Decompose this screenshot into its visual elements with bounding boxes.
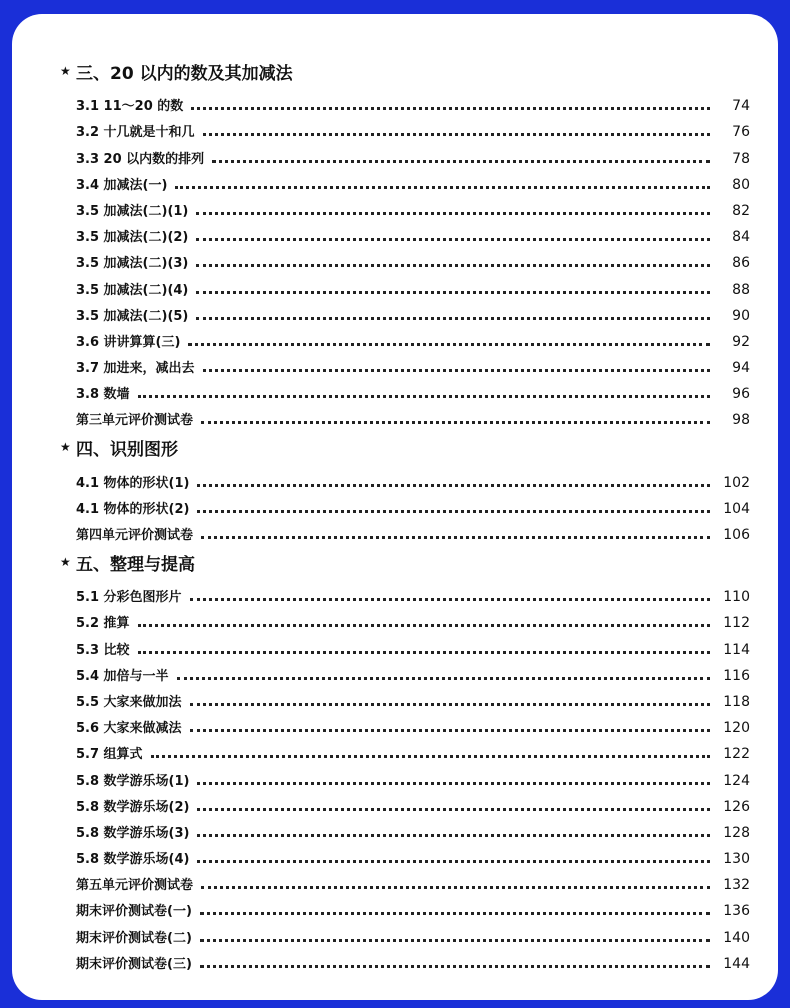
- page-number: 76: [732, 124, 750, 141]
- page-number: 102: [723, 474, 750, 491]
- page-number: 104: [723, 500, 750, 517]
- toc-entry[interactable]: [60, 88, 750, 114]
- toc-entry[interactable]: [60, 579, 750, 605]
- dot-leader: [151, 755, 710, 758]
- table-of-contents: [60, 52, 750, 972]
- page-number: 106: [723, 527, 750, 543]
- toc-entry[interactable]: [60, 193, 750, 219]
- entry-label: 3.3 20 以内数的排列: [76, 151, 205, 167]
- entry-label: 3.2 十几就是十和几: [76, 125, 195, 141]
- page-number: 84: [732, 229, 750, 246]
- star-icon: ★: [60, 64, 71, 78]
- toc-entry[interactable]: [60, 841, 750, 867]
- toc-entry[interactable]: [60, 684, 750, 710]
- toc-entry[interactable]: [60, 140, 750, 166]
- toc-entry[interactable]: [60, 464, 750, 490]
- page-number: 86: [732, 255, 750, 272]
- toc-entry[interactable]: [60, 114, 750, 140]
- entry-label: 第五单元评价测试卷: [76, 878, 194, 894]
- toc-entry[interactable]: [60, 710, 750, 736]
- entry-label: 3.1 11～20 的数: [76, 99, 184, 115]
- dot-leader: [203, 369, 710, 372]
- dot-leader: [191, 107, 710, 110]
- toc-entry[interactable]: [60, 245, 750, 271]
- toc-entry[interactable]: [60, 298, 750, 324]
- page-number: 74: [732, 98, 750, 115]
- dot-leader: [138, 651, 710, 654]
- dot-leader: [196, 291, 710, 294]
- entry-label: 第四单元评价测试卷: [76, 528, 194, 543]
- entry-label: 5.8 数学游乐场(4): [76, 852, 190, 868]
- page-number: 80: [732, 176, 750, 193]
- toc-entry[interactable]: [60, 631, 750, 657]
- toc-page: [12, 14, 778, 1000]
- toc-entry[interactable]: [60, 219, 750, 245]
- page-number: 90: [732, 307, 750, 324]
- toc-entry[interactable]: [60, 658, 750, 684]
- entry-label: 5.7 组算式: [76, 747, 143, 763]
- page-number: 118: [723, 693, 750, 710]
- toc-entry[interactable]: [60, 167, 750, 193]
- toc-entry[interactable]: [60, 402, 750, 428]
- dot-leader: [200, 965, 710, 968]
- entry-label: 期末评价测试卷(二): [76, 930, 192, 946]
- toc-entry[interactable]: [60, 789, 750, 815]
- dot-leader: [138, 395, 710, 398]
- page-number: 130: [723, 851, 750, 868]
- page-number: 78: [732, 150, 750, 167]
- entry-label: 3.5 加减法(二)(4): [76, 282, 189, 298]
- toc-entry[interactable]: [60, 919, 750, 945]
- entry-label: 3.7 加进来，减出去: [76, 361, 195, 377]
- dot-leader: [197, 484, 710, 487]
- page-number: 116: [723, 667, 750, 684]
- section-title: 四、识别图形: [76, 439, 178, 460]
- dot-leader: [197, 510, 710, 513]
- page-number: 124: [723, 772, 750, 789]
- entry-label: 4.1 物体的形状(1): [76, 475, 190, 491]
- entry-label: 3.5 加减法(二)(3): [76, 256, 189, 272]
- dot-leader: [175, 186, 710, 189]
- entry-label: 3.4 加减法(一): [76, 177, 168, 193]
- entry-label: 3.5 加减法(二)(1): [76, 203, 189, 219]
- section-heading: [60, 430, 750, 464]
- dot-leader: [190, 703, 710, 706]
- page-number: 112: [723, 615, 750, 632]
- page-number: 144: [723, 955, 750, 972]
- dot-leader: [138, 624, 710, 627]
- entry-label: 5.2 推算: [76, 616, 130, 632]
- page-number: 92: [732, 333, 750, 350]
- page-number: 88: [732, 281, 750, 298]
- star-icon: ★: [60, 440, 71, 455]
- page-number: 136: [723, 903, 750, 920]
- section-title: 三、20 以内的数及其加减法: [76, 63, 293, 84]
- toc-entry[interactable]: [60, 376, 750, 402]
- dot-leader: [197, 860, 710, 863]
- toc-entry[interactable]: [60, 271, 750, 297]
- page-number: 122: [723, 746, 750, 763]
- toc-entry[interactable]: [60, 946, 750, 972]
- entry-label: 第三单元评价测试卷: [76, 413, 194, 429]
- toc-entry[interactable]: [60, 867, 750, 893]
- dot-leader: [190, 598, 710, 601]
- entry-label: 3.6 讲讲算算(三): [76, 334, 181, 350]
- toc-entry[interactable]: [60, 893, 750, 919]
- toc-entry[interactable]: [60, 815, 750, 841]
- entry-label: 5.4 加倍与一半: [76, 668, 169, 684]
- entry-label: 5.8 数学游乐场(2): [76, 799, 190, 815]
- toc-entry[interactable]: [60, 736, 750, 762]
- page-number: 82: [732, 202, 750, 219]
- entry-label: 期末评价测试卷(一): [76, 904, 192, 920]
- dot-leader: [196, 317, 710, 320]
- page-number: 98: [732, 412, 750, 429]
- toc-entry[interactable]: [60, 491, 750, 517]
- entry-label: 5.8 数学游乐场(3): [76, 825, 190, 841]
- dot-leader: [200, 912, 710, 915]
- page-number: 128: [723, 824, 750, 841]
- page-number: 114: [723, 641, 750, 658]
- toc-entry[interactable]: [60, 324, 750, 350]
- dot-leader: [201, 886, 710, 889]
- section-heading: [60, 545, 750, 579]
- dot-leader: [201, 536, 710, 539]
- entry-label: 3.8 数墙: [76, 387, 130, 403]
- entry-label: 5.6 大家来做减法: [76, 721, 182, 737]
- page-number: 140: [723, 929, 750, 946]
- dot-leader: [197, 808, 710, 811]
- section-heading: [60, 54, 750, 88]
- page-number: 110: [723, 589, 750, 606]
- dot-leader: [203, 133, 710, 136]
- dot-leader: [212, 160, 710, 163]
- entry-label: 5.5 大家来做加法: [76, 694, 182, 710]
- dot-leader: [197, 782, 710, 785]
- page-number: 94: [732, 360, 750, 377]
- dot-leader: [188, 343, 710, 346]
- entry-label: 5.3 比较: [76, 642, 130, 658]
- toc-entry[interactable]: [60, 605, 750, 631]
- toc-entry[interactable]: [60, 762, 750, 788]
- page-number: 126: [723, 798, 750, 815]
- dot-leader: [196, 212, 710, 215]
- page-number: 120: [723, 720, 750, 737]
- toc-entry[interactable]: [60, 350, 750, 376]
- dot-leader: [190, 729, 710, 732]
- dot-leader: [197, 834, 710, 837]
- dot-leader: [177, 677, 710, 680]
- dot-leader: [196, 264, 710, 267]
- toc-entry[interactable]: [60, 517, 750, 543]
- dot-leader: [196, 238, 710, 241]
- section-title: 五、整理与提高: [76, 554, 195, 575]
- entry-label: 5.8 数学游乐场(1): [76, 773, 190, 789]
- entry-label: 3.5 加减法(二)(5): [76, 308, 189, 324]
- entry-label: 期末评价测试卷(三): [76, 956, 192, 972]
- dot-leader: [200, 939, 710, 942]
- star-icon: ★: [60, 555, 71, 569]
- entry-label: 5.1 分彩色图形片: [76, 590, 182, 606]
- page-number: 132: [723, 877, 750, 894]
- dot-leader: [201, 421, 710, 424]
- entry-label: 3.5 加减法(二)(2): [76, 230, 189, 246]
- page-number: 96: [732, 386, 750, 403]
- entry-label: 4.1 物体的形状(2): [76, 501, 190, 517]
